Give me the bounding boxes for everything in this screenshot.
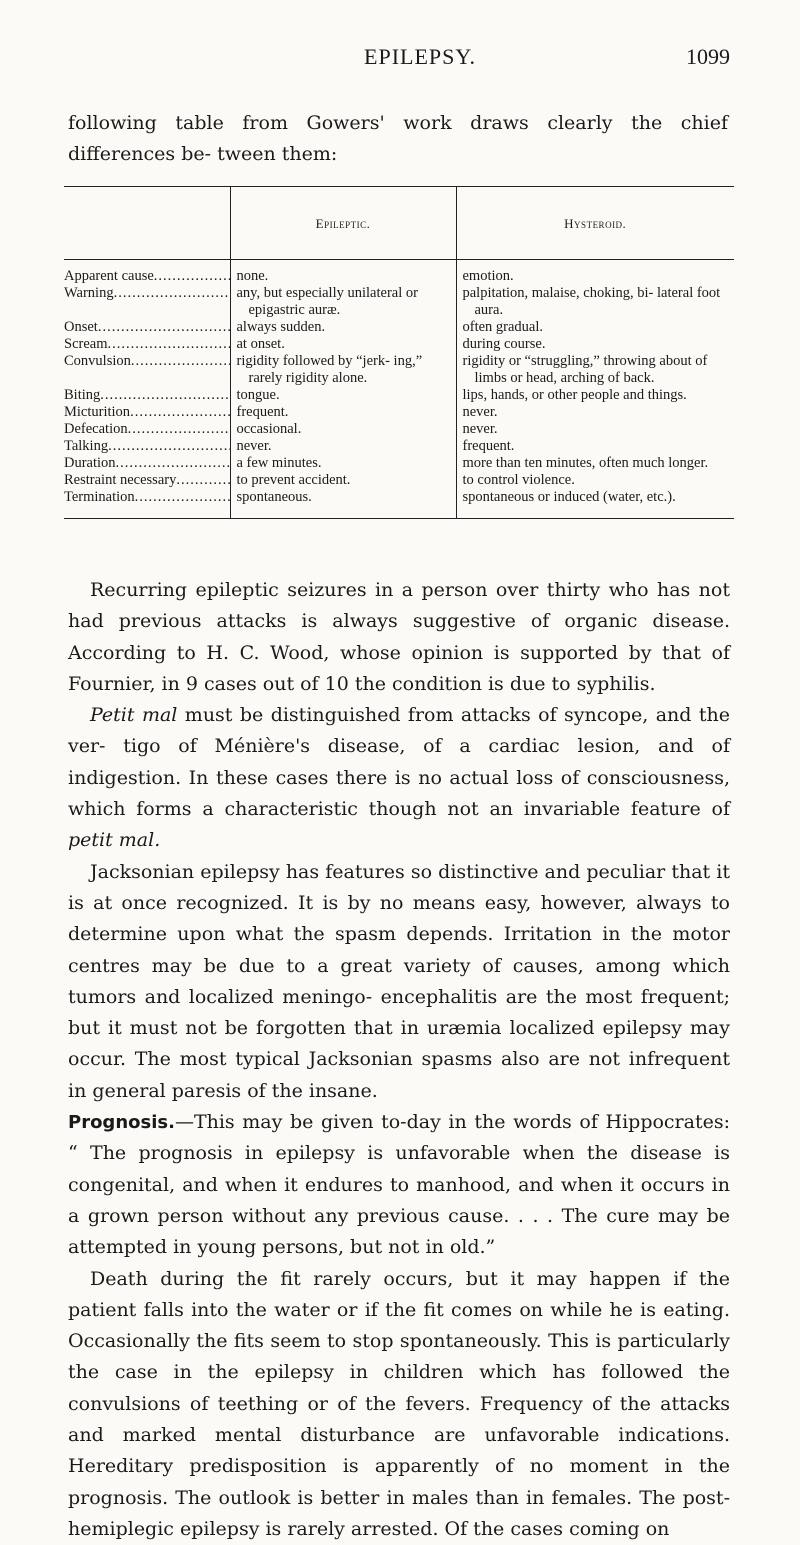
epileptic-cell (230, 438, 456, 455)
running-title: EPILEPSY. (364, 44, 476, 69)
table-row (64, 438, 734, 455)
hysteroid-cell-text: lips, hands, or other people and things. (462, 387, 687, 403)
hysteroid-cell (456, 438, 734, 455)
row-label (64, 472, 230, 489)
hysteroid-cell-text: spontaneous or induced (water, etc.). (462, 489, 676, 505)
epileptic-cell (230, 336, 456, 353)
row-label-text: Restraint necessary ..... (64, 472, 230, 488)
table-row (64, 260, 734, 286)
row-label-text: Duration ..... (64, 455, 230, 471)
row-label (64, 353, 230, 387)
hysteroid-cell-text: frequent. (462, 438, 515, 454)
table-row (64, 472, 734, 489)
hysteroid-cell (456, 336, 734, 353)
body-text (68, 575, 730, 1545)
hysteroid-cell-text: never. (462, 421, 498, 437)
epileptic-cell (230, 319, 456, 336)
epileptic-cell-text: any, but especially unilateral or epigastric auræ. (236, 285, 418, 318)
row-label (64, 404, 230, 421)
table-row (64, 489, 734, 518)
hysteroid-cell-text: never. (462, 404, 498, 420)
column-header-epileptic: Epileptic. (230, 187, 456, 260)
hysteroid-cell (456, 285, 734, 319)
epileptic-cell-text: always sudden. (236, 319, 326, 335)
hysteroid-cell (456, 353, 734, 387)
row-label-text: Apparent cause ..... (64, 268, 230, 284)
row-label (64, 319, 230, 336)
hysteroid-cell (456, 421, 734, 438)
paragraph-recurring: Recurring epileptic seizures in a person over thirty who has not had previous attacks is always suggestive of organic disease. According to H. C. Wood, whose opinion is supported by that of Fournier, in 9 cases out of 10 the condition is due to syphilis. (68, 579, 730, 695)
paragraph-prognosis (68, 1107, 730, 1263)
epileptic-cell-text: never. (236, 438, 272, 454)
table-row (64, 353, 734, 387)
epileptic-cell (230, 455, 456, 472)
epileptic-cell-text: to prevent accident. (236, 472, 351, 488)
row-label-text: Onset ..... (64, 319, 230, 335)
row-label (64, 438, 230, 455)
column-header-feature (64, 187, 230, 260)
epileptic-cell (230, 387, 456, 404)
hysteroid-cell (456, 319, 734, 336)
row-label (64, 260, 230, 286)
epileptic-cell (230, 285, 456, 319)
epileptic-cell-text: tongue. (236, 387, 280, 403)
table-header-row (64, 187, 734, 260)
paragraph-jacksonian: Jacksonian epilepsy has features so distinctive and peculiar that it is at once recognized. It is by no means easy, however, always to determine upon what the spasm depends. Irritation in the motor centres may be due to a great variety of causes, among which tumors and localized meningo- encephalitis are the most frequent; but it must not be forgotten that in uræmia localized epilepsy may occur. The most typical Jacksonian spasms also are not infrequent in general paresis of the insane. (68, 860, 730, 1102)
table-row (64, 387, 734, 404)
epileptic-cell-text: frequent. (236, 404, 289, 420)
hysteroid-cell-text: often gradual. (462, 319, 544, 335)
epileptic-cell (230, 260, 456, 286)
epileptic-cell (230, 421, 456, 438)
epileptic-cell-text: spontaneous. (236, 489, 312, 505)
running-head (0, 44, 800, 74)
epileptic-cell-text: none. (236, 268, 269, 284)
intro-paragraph: following table from Gowers' work draws clearly the chief differences be- tween them: (68, 112, 728, 165)
hysteroid-cell (456, 489, 734, 518)
row-label-text: Biting ..... (64, 387, 230, 403)
paragraph-prognosis-text: —This may be given to-day in the words of Hippocrates: “ The prognosis in epilepsy is unfavorable when the disease is congenital, and when it endures to manhood, and when it occurs in a grown person without any previous cause. . . . The cure may be attempted in young persons, but not in old.” (68, 1111, 730, 1259)
row-label-text: Scream ..... (64, 336, 230, 352)
page-number: 1099 (686, 44, 730, 69)
epileptic-cell-text: rigidity followed by “jerk- ing,” rarely rigidity alone. (236, 353, 423, 386)
column-header-hysteroid: Hysteroid. (456, 187, 734, 260)
row-label-text: Micturition ..... (64, 404, 230, 420)
hysteroid-cell (456, 387, 734, 404)
paragraph-petit-mal (68, 700, 730, 856)
hysteroid-cell (456, 404, 734, 421)
row-label (64, 285, 230, 319)
comparison-table (64, 186, 734, 519)
epileptic-cell-text: a few minutes. (236, 455, 322, 471)
table-row (64, 404, 734, 421)
epileptic-cell (230, 353, 456, 387)
hysteroid-cell-text: emotion. (462, 268, 514, 284)
epileptic-cell (230, 489, 456, 518)
row-label-text: Convulsion ..... (64, 353, 230, 369)
epileptic-cell-text: occasional. (236, 421, 302, 437)
paragraph-death: Death during the fit rarely occurs, but it may happen if the patient falls into the water or if the fit comes on while he is eating. Occasionally the fits seem to stop spontaneously. This is particularly the case in the epilepsy in children which has followed the convulsions of teething or of the fevers. Frequency of the attacks and marked mental disturbance are unfavorable indications. Hereditary predisposition is apparently of no moment in the prognosis. The outlook is better in males than in females. The post-hemiplegic epilepsy is rarely arrested. Of the cases coming on (68, 1267, 730, 1540)
row-label (64, 489, 230, 518)
hysteroid-cell-text: palpitation, malaise, choking, bi- lateral foot aura. (462, 285, 721, 318)
paragraph-petit-mal-text: must be distinguished from attacks of syncope, and the ver- tigo of Ménière's disease, of a cardiac lesion, and of indigestion. In these cases there is no actual loss of consciousness, which forms a characteristic though not an invariable feature of (68, 704, 730, 821)
row-label (64, 455, 230, 472)
epileptic-cell (230, 404, 456, 421)
term-petit-mal-2: petit mal. (68, 829, 161, 852)
table-row (64, 336, 734, 353)
row-label-text: Talking ..... (64, 438, 230, 454)
hysteroid-cell (456, 455, 734, 472)
row-label (64, 336, 230, 353)
row-label-text: Termination ..... (64, 489, 230, 505)
hysteroid-cell (456, 472, 734, 489)
hysteroid-cell-text: more than ten minutes, often much longer. (462, 455, 709, 471)
epileptic-cell-text: at onset. (236, 336, 285, 352)
table-row (64, 285, 734, 319)
table-row (64, 455, 734, 472)
row-label-text: Warning ..... (64, 285, 230, 301)
row-label (64, 421, 230, 438)
hysteroid-cell-text: rigidity or “struggling,” throwing about of limbs or head, arching of back. (462, 353, 708, 386)
table-row (64, 319, 734, 336)
table-body (64, 260, 734, 519)
epileptic-cell (230, 472, 456, 489)
row-label-text: Defecation ..... (64, 421, 230, 437)
section-heading-prognosis: Prognosis. (68, 1112, 175, 1134)
hysteroid-cell-text: during course. (462, 336, 546, 352)
row-label (64, 387, 230, 404)
term-petit-mal: Petit mal (90, 704, 178, 727)
hysteroid-cell-text: to control violence. (462, 472, 575, 488)
table-row (64, 421, 734, 438)
hysteroid-cell (456, 260, 734, 286)
